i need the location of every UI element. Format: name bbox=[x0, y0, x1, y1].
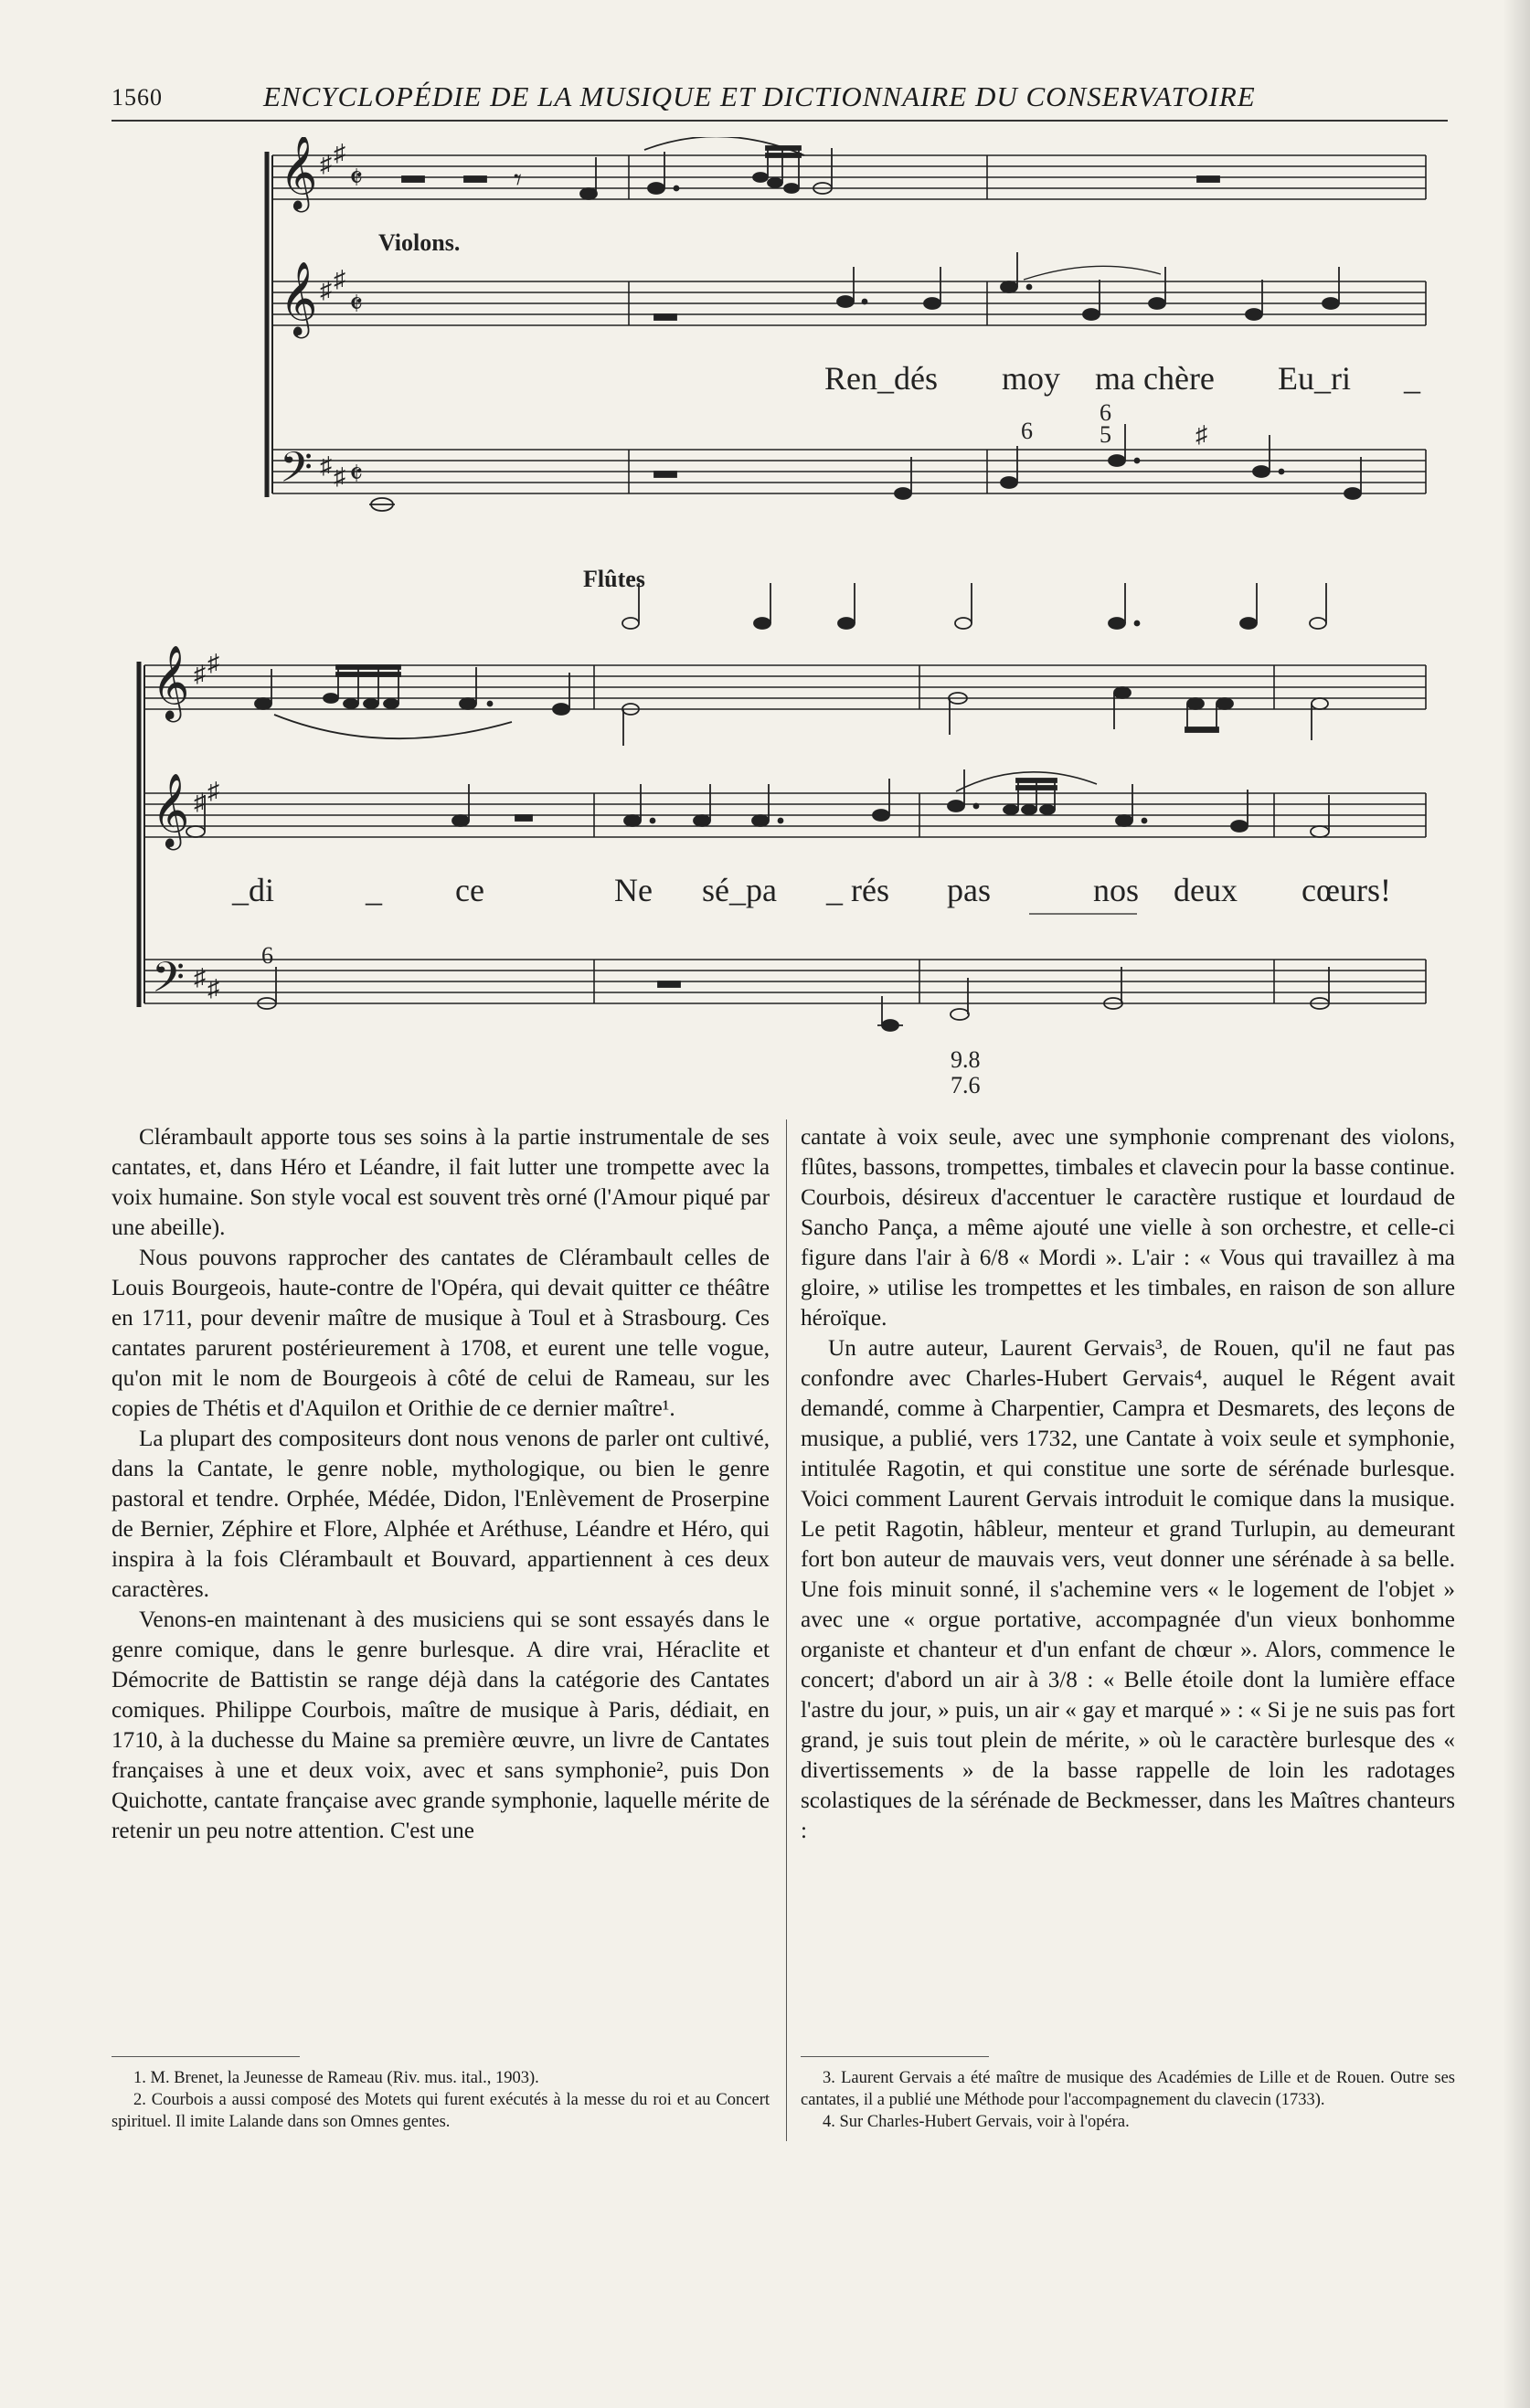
svg-text:𝄵: 𝄵 bbox=[349, 162, 364, 196]
column-divider bbox=[786, 1119, 787, 2141]
figured-bass: 6 bbox=[261, 942, 273, 969]
footnote-rule bbox=[801, 2056, 989, 2057]
figured-bass: 6 bbox=[1021, 418, 1033, 444]
music-system-2-graphic bbox=[0, 567, 1530, 1097]
svg-text:♯: ♯ bbox=[207, 975, 219, 1002]
music-system-2 bbox=[0, 567, 1530, 1097]
header-rule bbox=[112, 120, 1448, 122]
paragraph: Un autre auteur, Laurent Gervais³, de Rouen, qu'il ne faut pas confondre avec Charles-Hubert Gervais⁴, auquel le Régent avait demandé, comme à Charpentier, Campra et Desmarets, des leçons de musique, a publié, vers 1732, une Cantate à voix seule et symphonie, intitulée Ragotin, et qui constitue une sorte de sérénade burlesque. Voici comment Laurent Gervais introduit le comique dans la musique. Le petit Ragotin, hâbleur, menteur et grand Turlupin, au demeurant fort bon auteur de mauvais vers, veut donner une sérénade à sa belle. Une fois minuit sonné, il s'achemine vers « le logement de l'objet » avec une « orgue portative, accompagnée d'un vieux bonhomme organiste et chanteur et d'un enfant de chœur ». Alors, commence le concert; d'abord un air à 3/8 : « Belle étoile dont la lumière efface l'astre du jour, » puis, un air « gay et marqué » : « Si je ne suis pas fort grand, je suis tout plein de mérite, » où le caractère burlesque des « divertissements » de la basse rappelle de loin les radotages scolastiques de la sérénade de Beckmesser, dans les Maîtres chanteurs : bbox=[801, 1336, 1455, 1843]
svg-text:♯: ♯ bbox=[194, 964, 206, 991]
lyric: _ bbox=[366, 872, 382, 908]
lyric: nos bbox=[1093, 872, 1140, 908]
paragraph: Clérambault apporte tous ses soins à la partie instrumentale de ses cantates, et, dans Héro et Léandre, il fait lutter une trompette avec la voix humaine. Son style vocal est souvent très orné (l'Amour piqué par une abeille). bbox=[112, 1125, 770, 1240]
paragraph: La plupart des compositeurs dont nous venons de parler ont cultivé, dans la Cantate, le genre noble, mythologique, ou bien le genre pastoral et tendre. Orphée, Médée, Didon, l'Enlèvement de Proserpine de Bernier, Zéphire et Flore, Alphée et Aréthuse, Léandre et Héro, qui inspira à la fois Clérambault et Bouvard, appartiennent à ces deux caractères. bbox=[112, 1427, 770, 1602]
svg-text:♯: ♯ bbox=[194, 661, 206, 687]
lyric: Ren_dés bbox=[824, 360, 938, 397]
svg-text:♯: ♯ bbox=[207, 650, 219, 676]
footnote: 3. Laurent Gervais a été maître de musique des Académies de Lille et de Rouen. Outre ses cantates, il a publié une Méthode pour l'accompagnement du clavecin (1733). bbox=[801, 2069, 1455, 2109]
lyric: cœurs! bbox=[1302, 872, 1391, 908]
part-label-flutes: Flûtes bbox=[583, 567, 645, 592]
footnote-rule bbox=[112, 2056, 300, 2057]
svg-text:♯: ♯ bbox=[207, 778, 219, 804]
footnote: 1. M. Brenet, la Jeunesse de Rameau (Riv. mus. ital., 1903). bbox=[133, 2069, 539, 2087]
paragraph: cantate à voix seule, avec une symphonie comprenant des violons, flûtes, bassons, trompettes, timbales et clavecin pour la basse continue. Courbois, désireux d'accentuer le caractère rustique et lourdaud de Sancho Pança, a même ajouté une vielle à son orchestre, et celle-ci figure dans l'air à 6/8 « Mordi ». L'air : « Vous qui travaillez à ma gloire, » utilise les trompettes et les timbales, en raison de son allure héroïque. bbox=[801, 1125, 1455, 1331]
svg-text:♯: ♯ bbox=[320, 452, 332, 479]
music-system-1-graphic bbox=[0, 137, 1530, 521]
svg-text:𝄾: 𝄾 bbox=[514, 164, 523, 197]
bass-clef-icon: 𝄢 bbox=[152, 955, 186, 1012]
bass-clef-icon: 𝄢 bbox=[280, 445, 313, 502]
lyric: _di bbox=[232, 872, 275, 908]
figured-bass: 5 bbox=[1100, 421, 1111, 448]
svg-text:♯: ♯ bbox=[334, 463, 345, 490]
svg-text:𝄵: 𝄵 bbox=[349, 288, 364, 322]
svg-text:♯: ♯ bbox=[320, 277, 332, 303]
page-number: 1560 bbox=[112, 84, 163, 111]
running-title: ENCYCLOPÉDIE DE LA MUSIQUE ET DICTIONNAIRE DU CONSERVATOIRE bbox=[263, 80, 1256, 112]
figured-bass: 9.8 bbox=[951, 1046, 981, 1073]
footnotes-left bbox=[112, 2067, 770, 2133]
svg-text:♯: ♯ bbox=[194, 789, 206, 815]
music-system-1 bbox=[0, 137, 1530, 521]
running-head bbox=[112, 79, 1446, 119]
lyric: Eu_ri bbox=[1278, 360, 1351, 397]
figured-bass: ♯ bbox=[1195, 421, 1207, 448]
svg-text:♯: ♯ bbox=[334, 266, 345, 292]
lyric: _ rés bbox=[826, 872, 889, 908]
figured-bass: 7.6 bbox=[951, 1072, 981, 1097]
footnotes-right bbox=[801, 2067, 1455, 2133]
lyric: sé_pa bbox=[702, 872, 777, 908]
part-label-violins: Violons. bbox=[378, 229, 461, 256]
treble-clef-icon: 𝄞 bbox=[152, 648, 190, 718]
treble-clef-icon: 𝄞 bbox=[280, 138, 318, 208]
lyric: _ bbox=[1404, 360, 1420, 397]
lyric: deux bbox=[1174, 872, 1238, 908]
footnote: 4. Sur Charles-Hubert Gervais, voir à l'opéra. bbox=[823, 2113, 1130, 2131]
figured-bass: 6 bbox=[1100, 399, 1111, 426]
paragraph: Venons-en maintenant à des musiciens qui se sont essayés dans le genre comique, dans le genre burlesque. A dire vrai, Héraclite et Démocrite de Battistin se range déjà dans la catégorie des Cantates comiques. Philippe Courbois, maître de musique à Paris, dédiait, en 1710, à la duchesse du Maine sa première œuvre, un livre de Cantates françaises à une et deux voix, avec et sans symphonie², puis Don Quichotte, cantate française avec grande symphonie, laquelle mérite de retenir un peu notre attention. C'est une bbox=[112, 1607, 770, 1843]
lyric: moy bbox=[1002, 360, 1061, 397]
text-column-left bbox=[112, 1122, 770, 1846]
lyric: pas bbox=[947, 872, 991, 908]
lyric: ma chère bbox=[1095, 360, 1215, 397]
treble-clef-icon: 𝄞 bbox=[280, 264, 318, 334]
text-column-right bbox=[801, 1122, 1455, 1846]
paragraph: Nous pouvons rapprocher des cantates de Clérambault celles de Louis Bourgeois, haute-contre de l'Opéra, qui devait quitter ce théâtre en 1711, pour devenir maître de musique à Toul et à Strasbourg. Ces cantates parurent postérieurement à 1708, et eurent une telle vogue, qu'on mit le nom de Bourgeois à côté de celui de Rameau, sur les copies de Thétis et d'Aquilon et Orithie de ce dernier maître¹. bbox=[112, 1246, 770, 1421]
svg-text:♯: ♯ bbox=[334, 140, 345, 166]
svg-text:𝄵: 𝄵 bbox=[349, 458, 364, 492]
lyric: ce bbox=[455, 872, 484, 908]
svg-text:♯: ♯ bbox=[320, 151, 332, 177]
treble-clef-icon: 𝄞 bbox=[152, 776, 190, 846]
footnote: 2. Courbois a aussi composé des Motets qui furent exécutés à la messe du roi et au Concert spirituel. Il imite Lalande dans son Omnes gentes. bbox=[112, 2091, 770, 2131]
lyric: Ne bbox=[614, 872, 653, 908]
